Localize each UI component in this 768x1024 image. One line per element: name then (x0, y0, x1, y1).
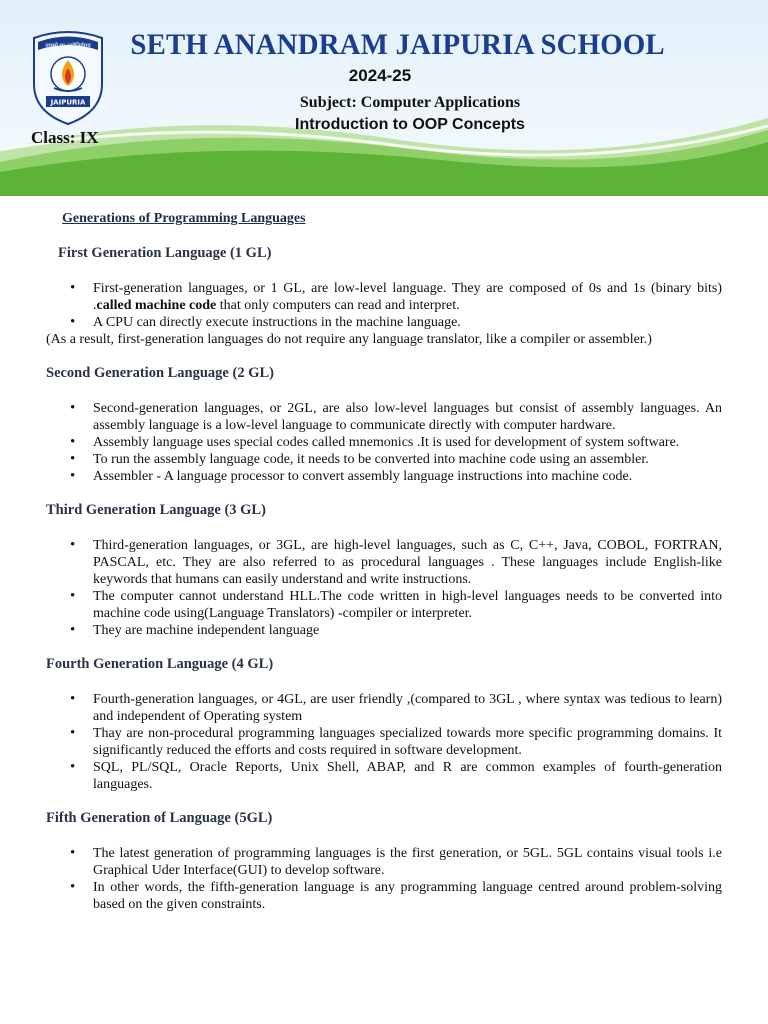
document-title: Generations of Programming Languages (62, 211, 306, 226)
list-item: • Thay are non-procedural programming languages specialized towards more specific programming domains. It significantly reduced the efforts and costs required in software development. (93, 725, 722, 759)
academic-year: 2024-25 (348, 66, 412, 85)
section-heading: Fifth Generation of Language (5GL) (46, 810, 273, 826)
bullet-list (46, 537, 722, 639)
section-heading: Third Generation Language (3 GL) (46, 502, 266, 518)
list-item: • Assembly language uses special codes called mnemonics .It is used for development of system software. (93, 434, 722, 451)
school-logo (26, 24, 110, 126)
list-item: • To run the assembly language code, it needs to be converted into machine code using an assembler. (93, 451, 722, 468)
list-item: • In other words, the fifth-generation language is any programming language centred around problem-solving based on the given constraints. (93, 879, 722, 913)
list-item: • The computer cannot understand HLL.The code written in high-level languages needs to be converted into machine code using(Language Translators) -compiler or interpreter. (93, 588, 722, 622)
logo-banner-text: JAIPURIA (50, 98, 86, 107)
section-heading: Second Generation Language (2 GL) (46, 365, 274, 381)
logo-motto: तमसो मा ज्योतिर्गमय (45, 42, 91, 50)
document-body (46, 210, 722, 930)
bold-term: called machine code (96, 298, 217, 313)
list-item: • A CPU can directly execute instructions in the machine language. (93, 314, 722, 331)
section-fifth-generation (46, 810, 722, 913)
school-name: SETH ANANDRAM JAIPURIA SCHOOL (130, 28, 665, 61)
section-third-generation (46, 502, 722, 639)
section-heading: Fourth Generation Language (4 GL) (46, 656, 274, 672)
section-note: (As a result, first-generation languages do not require any language translator, like a compiler or assembler.) (46, 332, 652, 347)
section-second-generation (46, 365, 722, 485)
list-item: • First-generation languages, or 1 GL, are low-level language. They are composed of 0s and 1s (binary bits) .called machine code that only computers can read and interpret. (93, 280, 722, 314)
class-label: Class: IX (31, 128, 99, 147)
topic-title: Introduction to OOP Concepts (295, 116, 525, 133)
bullet-list (46, 280, 722, 331)
bullet-list (46, 691, 722, 793)
list-item: • The latest generation of programming languages is the first generation, or 5GL. 5GL contains visual tools i.e Graphical Uder Interface(GUI) to develop software. (93, 845, 722, 879)
list-item: • Third-generation languages, or 3GL, are high-level languages, such as C, C++, Java, COBOL, FORTRAN, PASCAL, etc. They are also referred to as procedural languages . These languages include English-like keywords that humans can easily understand and write instructions. (93, 537, 722, 588)
list-item: • They are machine independent language (93, 622, 722, 639)
section-fourth-generation (46, 656, 722, 793)
bullet-list (46, 845, 722, 913)
list-item: • Second-generation languages, or 2GL, are also low-level languages but consist of assembly languages. An assembly language is a low-level language to communicate directly with computer hardware. (93, 400, 722, 434)
section-first-generation (46, 245, 722, 348)
list-item: • Fourth-generation languages, or 4GL, are user friendly ,(compared to 3GL , where syntax was tedious to learn) and independent of Operating system (93, 691, 722, 725)
page-header (0, 0, 768, 196)
bullet-list (46, 400, 722, 485)
list-item: • SQL, PL/SQL, Oracle Reports, Unix Shell, ABAP, and R are common examples of fourth-generation languages. (93, 759, 722, 793)
term-label: Assembler (93, 469, 153, 484)
section-heading: First Generation Language (1 GL) (58, 245, 272, 261)
subject-line: Subject: Computer Applications (299, 94, 521, 111)
list-item: • Assembler - A language processor to convert assembly language instructions into machine code. (93, 468, 722, 485)
